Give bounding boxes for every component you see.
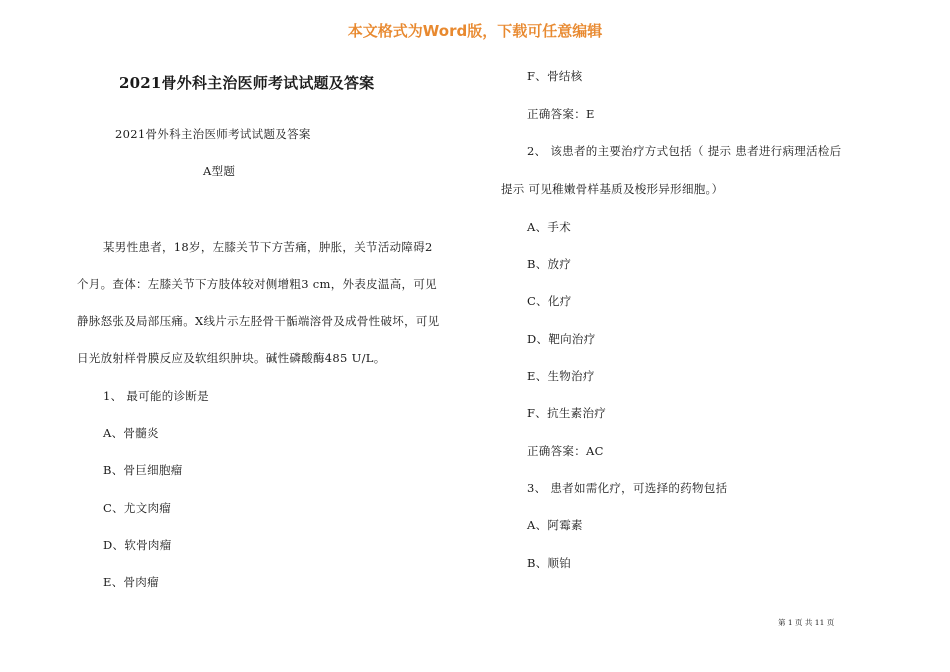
question-1-option: C、尤文肉瘤 (103, 501, 172, 515)
question-2-option: B、放疗 (527, 257, 572, 271)
question-2-option: D、靶向治疗 (527, 332, 596, 346)
case-line: 个月。查体：左膝关节下方肢体较对侧增粗3 cm，外表皮温高，可见 (77, 277, 437, 291)
question-3-option: B、顺铂 (527, 556, 572, 570)
question-2: 2、 该患者的主要治疗方式包括（ 提示 患者进行病理活检后 (527, 144, 842, 158)
answer-line: 正确答案：E (527, 107, 595, 121)
section-heading: A型题 (203, 164, 236, 178)
question-1-option: A、骨髓炎 (103, 426, 159, 440)
question-2-continuation: 提示 可见稚嫩骨样基质及梭形异形细胞。） (501, 182, 724, 196)
case-line: 静脉怒张及局部压痛。X线片示左胫骨干骺端溶骨及成骨性破坏，可见 (77, 314, 440, 328)
question-2-option: E、生物治疗 (527, 369, 595, 383)
word-version-banner: 本文格式为Word版，下载可任意编辑 (347, 22, 603, 40)
question-2-option: C、化疗 (527, 294, 572, 308)
question-3-option: A、阿霉素 (527, 518, 583, 532)
question-1-option: E、骨肉瘤 (103, 575, 159, 589)
document-title: 2021骨外科主治医师考试试题及答案 (119, 74, 375, 92)
case-line: 日光放射样骨膜反应及软组织肿块。碱性磷酸酶485 U/L。 (77, 351, 386, 365)
question-1-option: B、骨巨细胞瘤 (103, 463, 183, 477)
question-2-option: A、手术 (527, 220, 572, 234)
page-number: 第 1 页 共 11 页 (778, 618, 835, 627)
case-line: 某男性患者，18岁，左膝关节下方苦痛，肿胀，关节活动障碍2 (103, 240, 433, 254)
question-3: 3、 患者如需化疗，可选择的药物包括 (527, 481, 728, 495)
question-1-option: F、骨结核 (527, 69, 583, 83)
question-1: 1、 最可能的诊断是 (103, 389, 209, 403)
answer-line: 正确答案：AC (527, 444, 604, 458)
document-subtitle: 2021骨外科主治医师考试试题及答案 (115, 127, 311, 141)
question-1-option: D、软骨肉瘤 (103, 538, 172, 552)
question-2-option: F、抗生素治疗 (527, 406, 607, 420)
